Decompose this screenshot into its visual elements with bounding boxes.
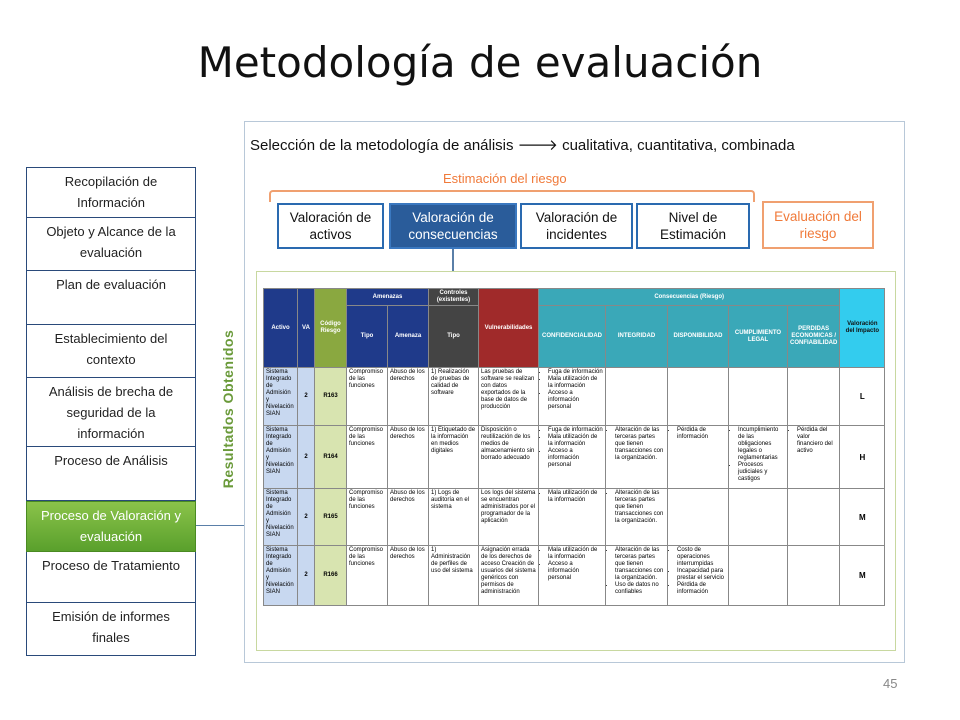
slide-title: Metodología de evaluación [197, 38, 763, 87]
consequence-item: • Pérdida del valor financiero del activo [797, 427, 837, 455]
col-header-confidencialidad: CONFIDENCIALIDAD [539, 306, 606, 368]
consequence-item: • Fuga de información [548, 369, 603, 376]
consequence-item: • Mala utilización de la información [548, 547, 603, 561]
consequence-item: • Mala utilización de la información [548, 490, 603, 504]
cell-amenaza: Abuso de los derechos [388, 368, 429, 426]
cell-va: 2 [298, 368, 315, 426]
cell-confidencialidad [539, 546, 606, 606]
col-header-activo: Activo [264, 289, 298, 368]
cell-amenaza: Abuso de los derechos [388, 546, 429, 606]
cell-integridad [606, 546, 668, 606]
cell-codigo-riesgo: R164 [315, 426, 347, 489]
col-header-controles-tipo: Tipo [429, 306, 479, 368]
col-header-perdidas: PERDIDAS ECONOMICAS / CONFIABILIDAD [788, 306, 840, 368]
col-header-controles: Controles (existentes) [429, 289, 479, 306]
page-number: 45 [883, 676, 898, 691]
cell-cumplimiento [729, 546, 788, 606]
col-header-cumplimiento: CUMPLIMIENTO LEGAL [729, 306, 788, 368]
risk-table-body [264, 368, 885, 606]
cell-activo: Sistema Integrado de Admisión y Nivelación SIAN [264, 489, 298, 546]
consequences-connector-line [452, 249, 454, 271]
table-row [264, 368, 885, 426]
cell-vulnerabilidad: Asignación errada de los derechos de acceso Creación de usuarios del sistema genéricos con permisos de administración [479, 546, 539, 606]
cell-disponibilidad [668, 368, 729, 426]
cell-va: 2 [298, 546, 315, 606]
col-header-amenaza: Amenaza [388, 306, 429, 368]
process-sidebar [26, 167, 196, 656]
risk-table-frame [256, 271, 896, 651]
box-valoracion-incidentes[interactable]: Valoración de incidentes [520, 203, 633, 249]
estimation-bracket [269, 190, 755, 202]
cell-control: 1) Etiquetado de la información en medios digitales [429, 426, 479, 489]
cell-amenaza: Abuso de los derechos [388, 489, 429, 546]
cell-control: 1) Administración de perfiles de uso del sistema [429, 546, 479, 606]
cell-va: 2 [298, 426, 315, 489]
cell-tipo-amenaza: Compromiso de las funciones [347, 426, 388, 489]
consequence-item: • Procesos judiciales y castigos [738, 462, 785, 483]
cell-integridad [606, 368, 668, 426]
box-valoracion-consecuencias[interactable]: Valoración de consecuencias [389, 203, 517, 249]
cell-perdidas [788, 489, 840, 546]
sidebar-item-recopilacion[interactable]: Recopilación de Información [26, 167, 196, 218]
consequence-item: • Alteración de las terceras partes que tienen transacciones con la organización. [615, 427, 665, 462]
cell-confidencialidad [539, 368, 606, 426]
cell-codigo-riesgo: R166 [315, 546, 347, 606]
consequence-item: • Acceso a información personal [548, 390, 603, 411]
consequence-item: • Pérdida de información [677, 427, 726, 441]
col-header-vulnerabilidades: Vulnerabilidades [479, 289, 539, 368]
sidebar-item-tratamiento[interactable]: Proceso de Tratamiento [26, 552, 196, 603]
cell-disponibilidad [668, 546, 729, 606]
consequence-item: • Acceso a información personal [548, 561, 603, 582]
estimation-label: Estimación del riesgo [443, 171, 567, 186]
cell-codigo-riesgo: R165 [315, 489, 347, 546]
consequence-item: • Mala utilización de la información [548, 376, 603, 390]
sidebar-item-valoracion-evaluacion[interactable]: Proceso de Valoración y evaluación [26, 501, 196, 552]
cell-impacto: M [840, 489, 885, 546]
cell-impacto: H [840, 426, 885, 489]
box-nivel-estimacion[interactable]: Nivel de Estimación [636, 203, 750, 249]
cell-confidencialidad [539, 489, 606, 546]
cell-impacto: L [840, 368, 885, 426]
cell-perdidas [788, 546, 840, 606]
consequence-item: • Fuga de información [548, 427, 603, 434]
sidebar-item-analisis-brecha[interactable]: Análisis de brecha de seguridad de la información [26, 378, 196, 447]
col-header-amenazas: Amenazas [347, 289, 429, 306]
cell-perdidas [788, 426, 840, 489]
cell-vulnerabilidad: Los logs del sistema se encuentran administrados por el programador de la aplicación [479, 489, 539, 546]
col-header-va: VA [298, 289, 315, 368]
cell-tipo-amenaza: Compromiso de las funciones [347, 489, 388, 546]
consequence-item: • Acceso a información personal [548, 448, 603, 469]
cell-va: 2 [298, 489, 315, 546]
cell-activo: Sistema Integrado de Admisión y Nivelación SIAN [264, 426, 298, 489]
consequence-item: • Pérdida de información [677, 582, 726, 596]
cell-cumplimiento [729, 368, 788, 426]
cell-integridad [606, 489, 668, 546]
cell-impacto: M [840, 546, 885, 606]
sidebar-item-plan[interactable]: Plan de evaluación [26, 271, 196, 325]
cell-amenaza: Abuso de los derechos [388, 426, 429, 489]
results-vertical-label: Resultados Obtenidos [220, 329, 236, 488]
cell-integridad [606, 426, 668, 489]
sidebar-item-proceso-analisis[interactable]: Proceso de Análisis [26, 447, 196, 501]
cell-perdidas [788, 368, 840, 426]
col-header-disponibilidad: DISPONIBILIDAD [668, 306, 729, 368]
cell-cumplimiento [729, 489, 788, 546]
cell-tipo-amenaza: Compromiso de las funciones [347, 368, 388, 426]
risk-assessment-table [263, 288, 885, 606]
cell-codigo-riesgo: R163 [315, 368, 347, 426]
table-row [264, 489, 885, 546]
sidebar-item-objeto-alcance[interactable]: Objeto y Alcance de la evaluación [26, 218, 196, 271]
methodology-selection-text: Selección de la metodología de análisis 🡒 cualitativa, cuantitativa, combinada [250, 137, 795, 154]
consequence-item: • Incumplimiento de las obligaciones legales o reglamentarias [738, 427, 785, 462]
consequence-item: • Incapacidad para prestar el servicio [677, 568, 726, 582]
cell-activo: Sistema Integrado de Admisión y Nivelación SIAN [264, 546, 298, 606]
consequence-item: • Mala utilización de la información [548, 434, 603, 448]
cell-control: 1) Logs de auditoría en el sistema [429, 489, 479, 546]
cell-tipo-amenaza: Compromiso de las funciones [347, 546, 388, 606]
cell-vulnerabilidad: Las pruebas de software se realizan con datos exportados de la base de datos de producción [479, 368, 539, 426]
cell-activo: Sistema Integrado de Admisión y Nivelación SIAN [264, 368, 298, 426]
sidebar-item-informes[interactable]: Emisión de informes finales [26, 603, 196, 656]
sidebar-item-contexto[interactable]: Establecimiento del contexto [26, 325, 196, 378]
cell-confidencialidad [539, 426, 606, 489]
consequence-item: • Costo de operaciones interrumpidas [677, 547, 726, 568]
cell-vulnerabilidad: Disposición o reutilización de los medios de almacenamiento sin borrado adecuado [479, 426, 539, 489]
box-evaluacion-riesgo[interactable]: Evaluación del riesgo [762, 201, 874, 249]
consequence-item: • Uso de datos no confiables [615, 582, 665, 596]
col-header-integridad: INTEGRIDAD [606, 306, 668, 368]
table-row [264, 546, 885, 606]
consequence-item: • Alteración de las terceras partes que tienen transacciones con la organización. [615, 547, 665, 582]
col-header-impacto: Valoración del Impacto [840, 289, 885, 368]
table-row [264, 426, 885, 489]
col-header-codigo: Código Riesgo [315, 289, 347, 368]
cell-disponibilidad [668, 489, 729, 546]
cell-cumplimiento [729, 426, 788, 489]
sidebar-connector-line [196, 525, 244, 526]
col-header-tipo: Tipo [347, 306, 388, 368]
box-valoracion-activos[interactable]: Valoración de activos [277, 203, 384, 249]
consequence-item: • Alteración de las terceras partes que tienen transacciones con la organización. [615, 490, 665, 525]
col-header-consecuencias: Consecuencias (Riesgo) [539, 289, 840, 306]
cell-control: 1) Realización de pruebas de calidad de software [429, 368, 479, 426]
cell-disponibilidad [668, 426, 729, 489]
